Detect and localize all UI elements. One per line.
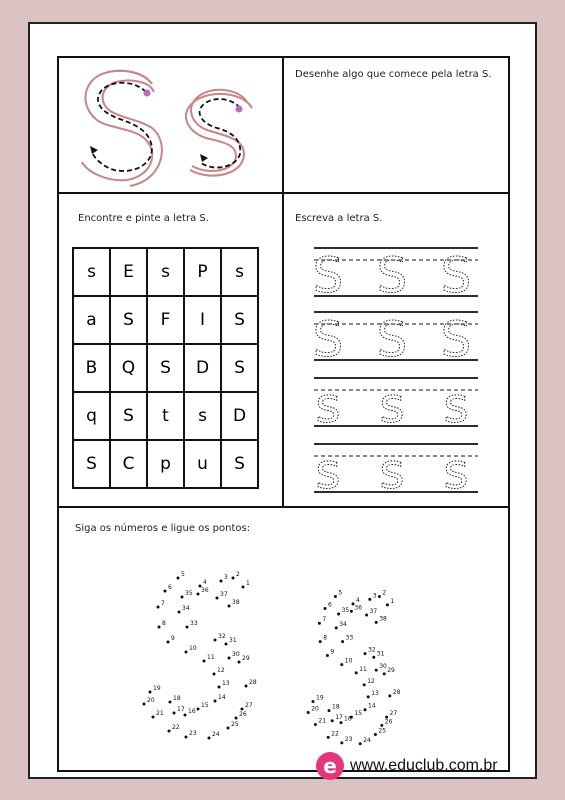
grid-cell[interactable]: S — [73, 440, 110, 488]
dot-point[interactable] — [214, 700, 217, 703]
dot-number-label: 36 — [354, 604, 363, 612]
dot-number-label: 11 — [207, 654, 215, 661]
dot-point[interactable] — [225, 643, 228, 646]
grid-cell[interactable]: S — [110, 296, 147, 344]
dot-number-label: 18 — [173, 695, 181, 702]
trace-letter-dotted: s — [315, 378, 341, 434]
dot-point[interactable] — [152, 716, 155, 719]
dot-point[interactable] — [383, 672, 386, 675]
dot-number-label: 1 — [246, 580, 250, 587]
dot-number-label: 20 — [311, 705, 319, 713]
dot-number-label: 29 — [242, 655, 250, 662]
dot-point[interactable] — [335, 626, 338, 629]
trace-letter-dotted: S — [312, 248, 344, 304]
dot-number-label: 38 — [232, 599, 240, 606]
dot-point[interactable] — [227, 727, 230, 730]
dot-number-label: 35 — [185, 590, 193, 597]
dot-number-label: 3 — [372, 592, 377, 600]
dot-number-label: 19 — [153, 685, 161, 692]
dot-number-label: 15 — [354, 710, 363, 718]
dot-point[interactable] — [173, 712, 176, 715]
dot-number-label: 16 — [344, 715, 352, 723]
dot-number-label: 31 — [376, 650, 385, 658]
dot-point[interactable] — [184, 714, 187, 717]
grid-cell[interactable]: S — [221, 440, 258, 488]
dot-number-label: 24 — [363, 736, 371, 744]
grid-cell[interactable]: p — [147, 440, 184, 488]
trace-letter-dotted: s — [315, 444, 341, 500]
dot-number-label: 12 — [217, 667, 225, 674]
dot-point[interactable] — [331, 719, 334, 722]
grid-cell[interactable]: s — [73, 248, 110, 296]
dot-point[interactable] — [355, 671, 358, 674]
dot-number-label: 31 — [229, 637, 237, 644]
dot-figure-lowercase — [307, 590, 401, 746]
dot-number-label: 14 — [218, 694, 226, 701]
dot-point[interactable] — [238, 661, 241, 664]
educlub-logo: e — [316, 752, 344, 780]
dot-number-label: 25 — [378, 727, 387, 735]
dot-point[interactable] — [363, 683, 366, 686]
grid-cell[interactable]: S — [221, 296, 258, 344]
dot-point[interactable] — [203, 660, 206, 663]
grid-cell[interactable]: S — [147, 344, 184, 392]
dot-point[interactable] — [365, 613, 368, 616]
dot-point[interactable] — [197, 593, 200, 596]
grid-cell[interactable]: E — [110, 248, 147, 296]
dot-point[interactable] — [364, 708, 367, 711]
dot-number-label: 19 — [316, 694, 324, 702]
dot-point[interactable] — [337, 613, 340, 616]
grid-cell[interactable]: I — [184, 296, 221, 344]
dot-point[interactable] — [326, 654, 329, 657]
draw-prompt: Desenhe algo que comece pela letra S. — [295, 69, 492, 80]
dot-point[interactable] — [169, 701, 172, 704]
dot-number-label: 35 — [341, 607, 350, 615]
dot-point[interactable] — [359, 742, 362, 745]
dot-number-label: 37 — [369, 607, 378, 615]
dot-number-label: 30 — [232, 651, 240, 658]
dot-point[interactable] — [375, 621, 378, 624]
dot-point[interactable] — [368, 598, 371, 601]
trace-letter-dotted: s — [443, 378, 469, 434]
dot-number-label: 11 — [359, 665, 367, 673]
trace-letter-dotted: S — [376, 248, 408, 304]
trace-uppercase-guide — [92, 83, 152, 171]
dot-number-label: 7 — [322, 616, 327, 624]
grid-row — [73, 392, 258, 440]
dot-point[interactable] — [385, 716, 388, 719]
dot-number-label: 37 — [220, 591, 228, 598]
find-prompt: Encontre e pinte a letra S. — [78, 213, 209, 224]
dot-number-label: 26 — [239, 711, 247, 718]
dot-point[interactable] — [340, 741, 343, 744]
dot-point[interactable] — [334, 595, 337, 598]
dot-point[interactable] — [372, 656, 375, 659]
dot-number-label: 5 — [338, 589, 343, 597]
dot-point[interactable] — [242, 586, 245, 589]
dot-point[interactable] — [328, 709, 331, 712]
dot-point[interactable] — [318, 622, 321, 625]
dot-point[interactable] — [319, 640, 322, 643]
dot-point[interactable] — [378, 595, 381, 598]
dot-point[interactable] — [314, 723, 317, 726]
dot-number-label: 33 — [345, 634, 354, 642]
dot-point[interactable] — [374, 733, 377, 736]
dot-number-label: 15 — [201, 702, 209, 709]
dot-number-label: 7 — [161, 600, 165, 607]
dot-number-label: 23 — [189, 730, 197, 737]
dot-number-label: 27 — [389, 710, 398, 718]
grid-row — [73, 440, 258, 488]
dot-number-label: 6 — [328, 601, 332, 609]
dot-number-label: 10 — [189, 645, 197, 652]
dot-number-label: 13 — [222, 680, 230, 687]
dot-point[interactable] — [367, 695, 370, 698]
dot-number-label: 34 — [182, 605, 190, 612]
dot-number-label: 28 — [249, 679, 257, 686]
grid-cell[interactable]: u — [184, 440, 221, 488]
trace-letter-dotted: S — [376, 312, 408, 368]
dot-point[interactable] — [340, 721, 343, 724]
trace-uppercase-s — [82, 71, 162, 186]
trace-letter-dotted: s — [379, 444, 405, 500]
grid-cell[interactable]: s — [184, 392, 221, 440]
handwriting-lines — [312, 244, 478, 500]
trace-uppercase-arrow — [90, 146, 98, 154]
dot-number-label: 32 — [218, 633, 226, 640]
grid-cell[interactable]: D — [221, 392, 258, 440]
trace-letter-dotted: s — [443, 444, 469, 500]
dot-point[interactable] — [185, 736, 188, 739]
dot-number-label: 9 — [171, 635, 175, 642]
letter-grid — [72, 247, 259, 489]
grid-cell[interactable]: s — [221, 248, 258, 296]
dot-point[interactable] — [245, 685, 248, 688]
dot-point[interactable] — [386, 603, 389, 606]
dots-prompt: Siga os números e ligue os pontos: — [75, 523, 251, 534]
dot-number-label: 6 — [168, 584, 172, 591]
dot-point[interactable] — [157, 606, 160, 609]
divider-vertical — [282, 56, 284, 508]
dot-number-label: 10 — [344, 657, 353, 665]
dot-number-label: 3 — [224, 574, 228, 581]
dot-point[interactable] — [214, 639, 217, 642]
dot-number-label: 18 — [332, 703, 340, 711]
grid-cell[interactable]: P — [184, 248, 221, 296]
dot-point[interactable] — [327, 736, 330, 739]
dot-number-label: 1 — [390, 597, 395, 605]
dot-point[interactable] — [218, 686, 221, 689]
trace-letter-dotted: S — [312, 312, 344, 368]
dot-point[interactable] — [341, 640, 344, 643]
write-prompt: Escreva a letra S. — [295, 213, 383, 224]
dot-point[interactable] — [158, 626, 161, 629]
dot-number-label: 5 — [181, 571, 185, 578]
dot-point[interactable] — [178, 611, 181, 614]
grid-cell[interactable]: S — [221, 344, 258, 392]
grid-cell[interactable]: S — [110, 392, 147, 440]
trace-lowercase-s — [186, 90, 252, 176]
dot-point[interactable] — [186, 626, 189, 629]
dot-number-label: 4 — [203, 579, 207, 586]
grid-cell[interactable]: B — [73, 344, 110, 392]
dot-number-label: 8 — [162, 620, 166, 627]
dot-point[interactable] — [167, 641, 170, 644]
trace-letter-dotted: S — [440, 312, 472, 368]
grid-cell[interactable]: F — [147, 296, 184, 344]
dot-point[interactable] — [213, 673, 216, 676]
dot-number-label: 28 — [392, 688, 401, 696]
dot-number-label: 14 — [368, 702, 376, 710]
trace-lowercase-arrow — [200, 154, 208, 162]
dot-number-label: 22 — [331, 730, 339, 738]
grid-cell[interactable]: s — [147, 248, 184, 296]
dot-number-label: 21 — [318, 717, 327, 725]
dot-number-label: 38 — [379, 615, 387, 623]
grid-cell[interactable]: D — [184, 344, 221, 392]
dot-point[interactable] — [216, 597, 219, 600]
dot-point[interactable] — [185, 651, 188, 654]
dot-point[interactable] — [312, 700, 315, 703]
trace-letter-dotted: s — [379, 378, 405, 434]
dot-point[interactable] — [164, 590, 167, 593]
dot-number-label: 8 — [323, 634, 328, 642]
dot-point[interactable] — [235, 717, 238, 720]
dot-point[interactable] — [228, 605, 231, 608]
dot-point[interactable] — [143, 703, 146, 706]
dot-number-label: 12 — [367, 677, 375, 685]
dot-number-label: 17 — [177, 706, 185, 713]
dot-number-label: 29 — [387, 666, 395, 674]
dot-point[interactable] — [220, 580, 223, 583]
dot-number-label: 20 — [147, 697, 155, 704]
dot-point[interactable] — [232, 577, 235, 580]
grid-row — [73, 344, 258, 392]
trace-uppercase-start — [144, 90, 151, 97]
trace-lowercase-start — [236, 106, 243, 113]
dot-number-label: 23 — [344, 735, 353, 743]
grid-cell[interactable]: a — [73, 296, 110, 344]
dot-point[interactable] — [241, 708, 244, 711]
dot-number-label: 34 — [339, 620, 347, 628]
grid-row — [73, 296, 258, 344]
dot-number-label: 30 — [379, 663, 387, 671]
dot-point[interactable] — [375, 669, 378, 672]
dot-number-label: 36 — [201, 587, 209, 594]
dot-number-label: 32 — [368, 646, 376, 654]
dot-number-label: 33 — [190, 620, 198, 627]
grid-row — [73, 248, 258, 296]
grid-cell[interactable]: t — [147, 392, 184, 440]
dot-point[interactable] — [340, 663, 343, 666]
dot-number-label: 2 — [236, 571, 240, 578]
grid-cell[interactable]: q — [73, 392, 110, 440]
trace-letters — [72, 62, 272, 187]
dot-point[interactable] — [324, 607, 327, 610]
dot-number-label: 21 — [156, 710, 164, 717]
dot-to-dot-area — [130, 560, 420, 750]
dot-point[interactable] — [307, 711, 310, 714]
grid-cell[interactable]: C — [110, 440, 147, 488]
dot-figure-uppercase — [143, 571, 257, 740]
dot-number-label: 2 — [382, 589, 387, 597]
dot-point[interactable] — [197, 708, 200, 711]
dot-number-label: 26 — [384, 718, 393, 726]
footer-url[interactable]: www.educlub.com.br — [350, 757, 498, 774]
dot-point[interactable] — [350, 610, 353, 613]
dot-number-label: 9 — [330, 648, 335, 656]
dot-point[interactable] — [177, 577, 180, 580]
dot-point[interactable] — [208, 737, 211, 740]
grid-cell[interactable]: Q — [110, 344, 147, 392]
dot-point[interactable] — [168, 730, 171, 733]
dot-number-label: 25 — [231, 721, 239, 728]
footer-brand — [316, 752, 498, 780]
dot-number-label: 24 — [212, 731, 220, 738]
dot-point[interactable] — [181, 596, 184, 599]
trace-letter-dotted: S — [440, 248, 472, 304]
dot-point[interactable] — [388, 694, 391, 697]
dot-point[interactable] — [380, 724, 383, 727]
dot-number-label: 22 — [172, 724, 180, 731]
dot-point[interactable] — [149, 691, 152, 694]
dot-number-label: 13 — [371, 689, 379, 697]
dot-point[interactable] — [364, 652, 367, 655]
dot-number-label: 17 — [335, 713, 343, 721]
dot-number-label: 16 — [188, 708, 196, 715]
dot-number-label: 4 — [356, 596, 360, 604]
dot-point[interactable] — [228, 657, 231, 660]
dot-number-label: 27 — [245, 702, 253, 709]
